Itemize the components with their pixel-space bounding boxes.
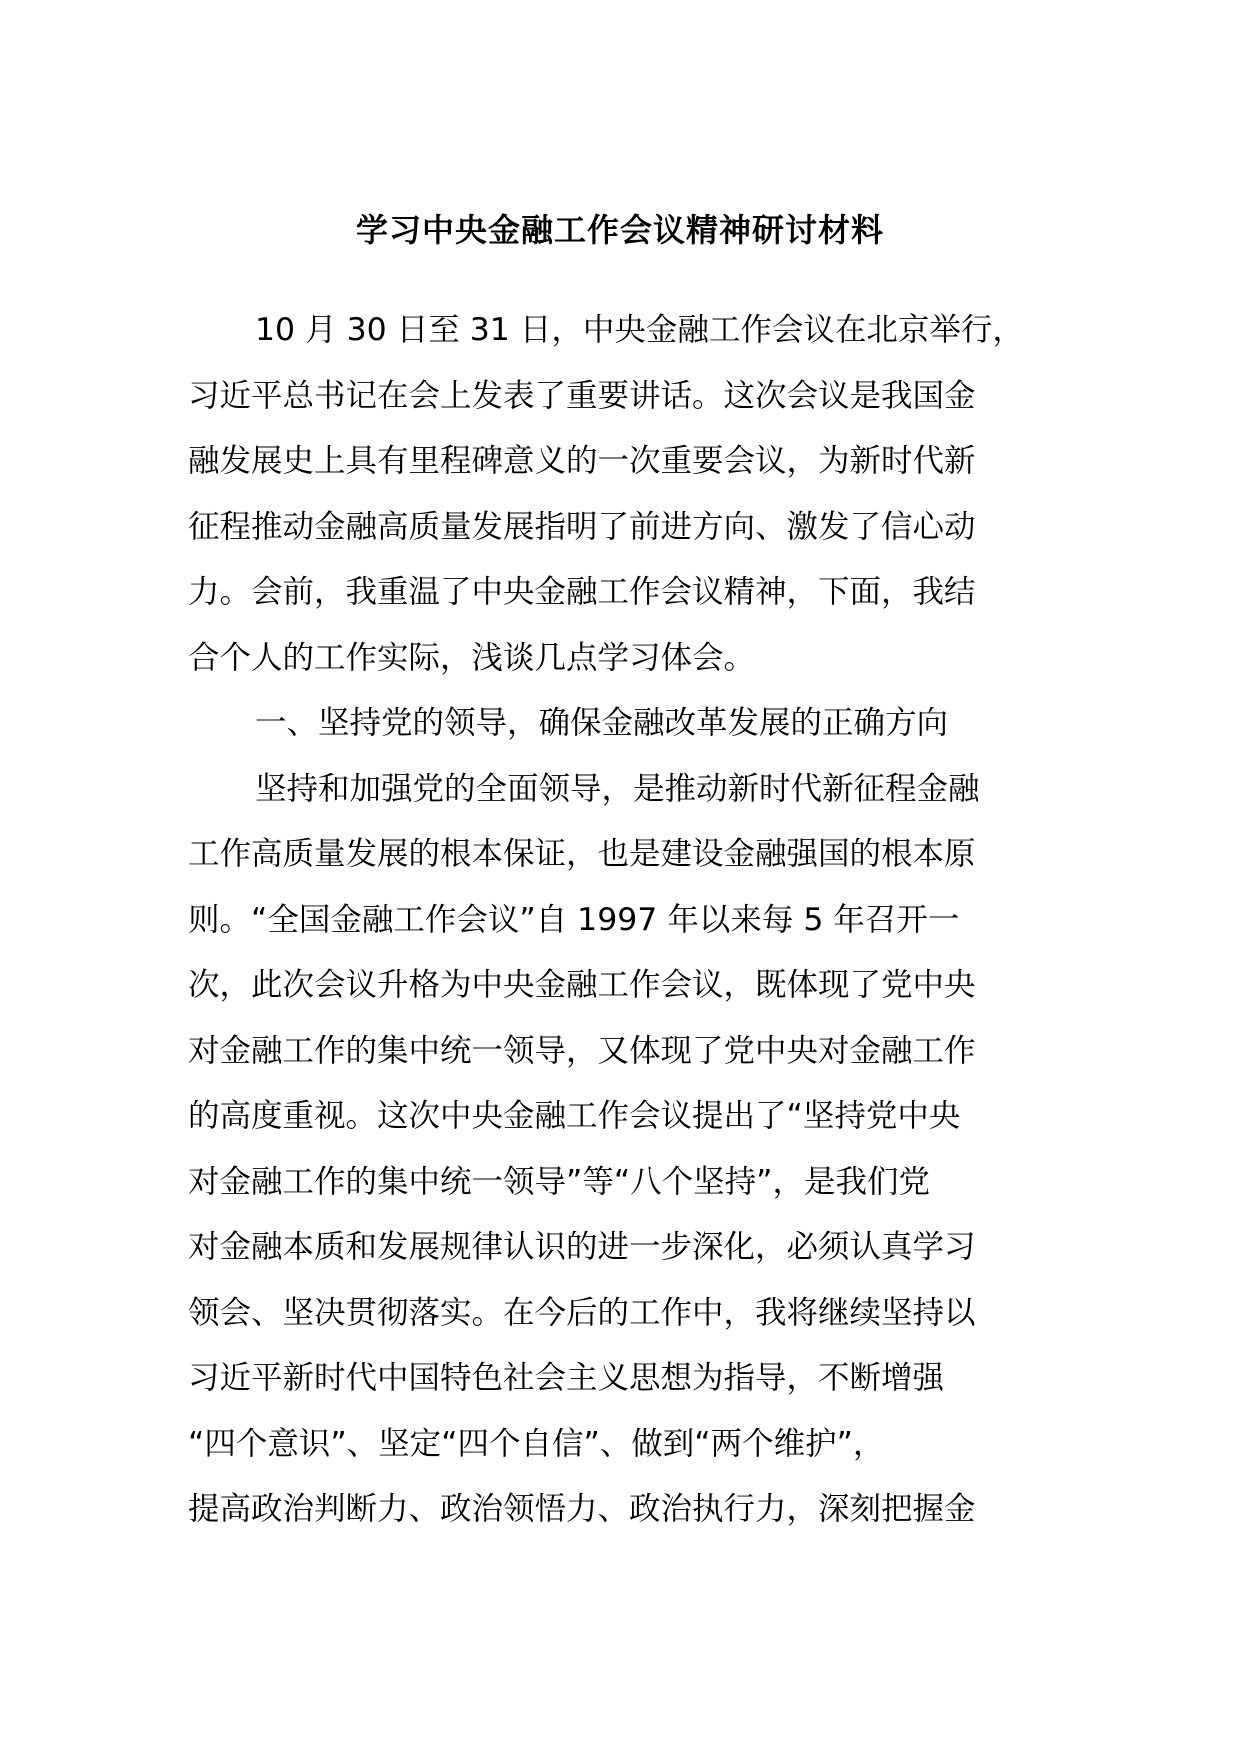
document-title: 学习中央金融工作会议精神研讨材料 [355, 211, 884, 249]
text-line: 则。“全国金融工作会议”自 1997 年以来每 5 年召开一 [188, 901, 960, 938]
text-line: 一、坚持党的领导，确保金融改革发展的正确方向 [255, 705, 949, 741]
text-line: 合个人的工作实际，浅谈几点学习体会。 [188, 639, 756, 676]
text-line: 征程推动金融高质量发展指明了前进方向、激发了信心动 [188, 508, 976, 545]
document-body [188, 298, 1058, 1543]
text-line: 的高度重视。这次中央金融工作会议提出了“坚持党中央 [188, 1098, 961, 1134]
text-line: 对金融工作的集中统一领导”等“八个坚持”，是我们党 [188, 1163, 930, 1200]
text-line: 习近平总书记在会上发表了重要讲话。这次会议是我国金 [188, 377, 976, 414]
text-line: 10 月 30 日至 31 日，中央金融工作会议在北京举行， [255, 312, 1024, 348]
text-line: 工作高质量发展的根本保证，也是建设金融强国的根本原 [188, 836, 976, 872]
text-line: 领会、坚决贯彻落实。在今后的工作中，我将继续坚持以 [188, 1294, 976, 1331]
text-line: 次，此次会议升格为中央金融工作会议，既体现了党中央 [188, 967, 976, 1003]
text-line: 融发展史上具有里程碑意义的一次重要会议，为新时代新 [188, 443, 976, 479]
text-line: “四个意识”、坚定“四个自信”、做到“两个维护”， [188, 1425, 885, 1462]
text-line: 对金融工作的集中统一领导，又体现了党中央对金融工作 [188, 1032, 976, 1069]
text-line: 提高政治判断力、政治领悟力、政治执行力，深刻把握金 [188, 1491, 976, 1527]
text-line: 习近平新时代中国特色社会主义思想为指导，不断增强 [188, 1360, 945, 1396]
text-line: 力。会前，我重温了中央金融工作会议精神，下面，我结 [188, 574, 976, 610]
text-line: 坚持和加强党的全面领导，是推动新时代新征程金融 [255, 770, 980, 807]
text-line: 对金融本质和发展规律认识的进一步深化，必须认真学习 [188, 1229, 976, 1265]
